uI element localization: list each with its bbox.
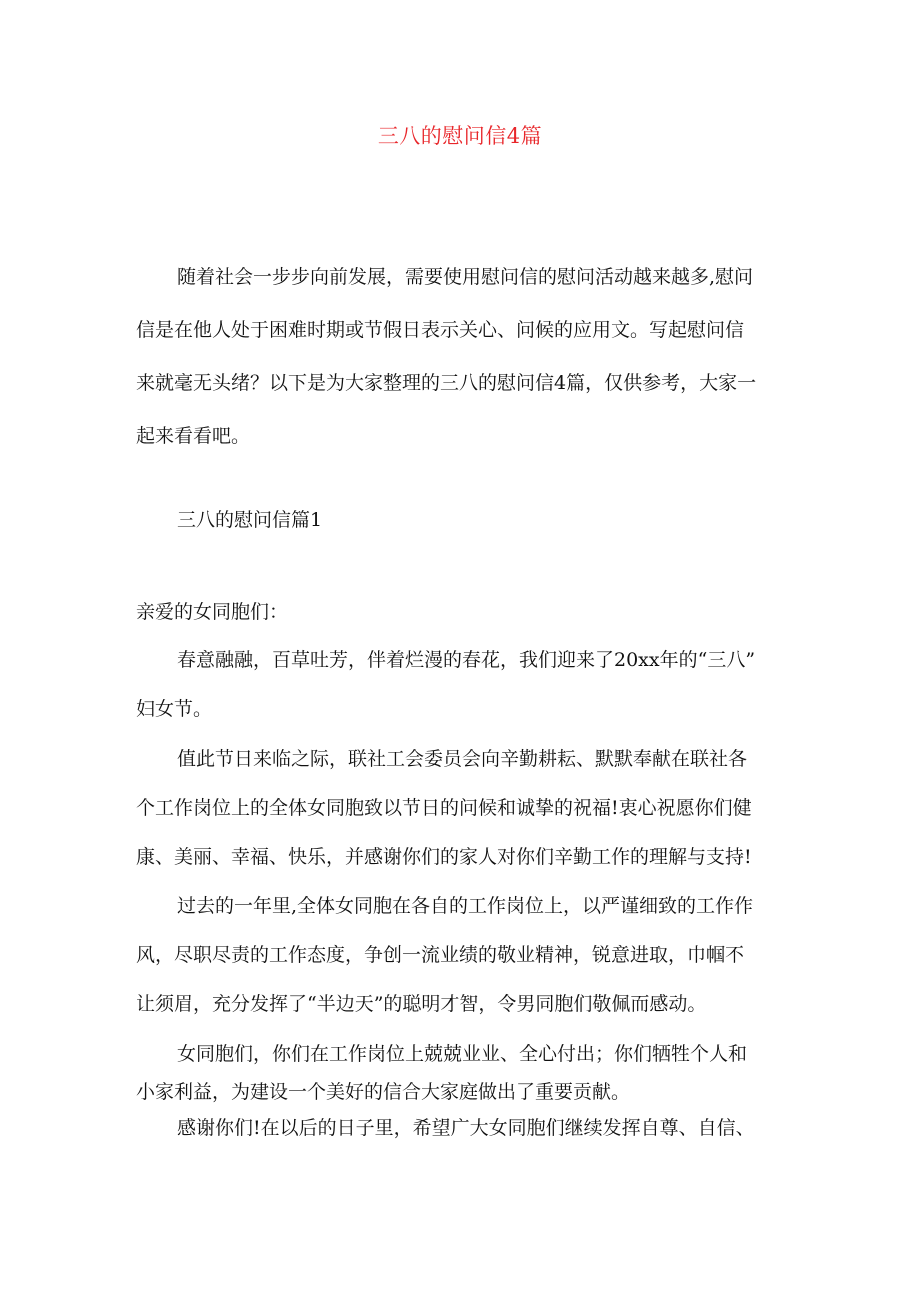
intro-line: 信是在他人处于困难时期或节假日表示关心、问候的应用文。写起慰问信 bbox=[136, 319, 745, 341]
intro-line: 起来看看吧。 bbox=[136, 425, 251, 447]
paragraph-1 bbox=[136, 636, 755, 734]
paragraph-line: 春意融融，百草吐芳，伴着烂漫的春花，我们迎来了20xx年的“三八” bbox=[177, 649, 756, 671]
paragraph-line: 个工作岗位上的全体女同胞致以节日的问候和诚挚的祝福!衷心祝愿你们健 bbox=[136, 797, 752, 819]
paragraph-line: 值此节日来临之际，联社工会委员会向辛勤耕耘、默默奉献在联社各 bbox=[177, 748, 748, 770]
paragraph-line: 康、美丽、幸福、快乐，并感谢你们的家人对你们辛勤工作的理解与支持! bbox=[136, 846, 752, 868]
paragraph-line: 女同胞们，你们在工作岗位上兢兢业业、全心付出；你们牺牲个人和 bbox=[177, 1043, 748, 1065]
paragraph-3 bbox=[136, 882, 753, 1029]
paragraph-line: 风，尽职尽责的工作态度，争创一流业绩的敬业精神，锐意进取，巾帼不 bbox=[136, 944, 745, 966]
document-title: 三八的慰问信4篇 bbox=[377, 124, 543, 148]
paragraph-line: 让须眉，充分发挥了“半边天”的聪明才智，令男同胞们敬佩而感动。 bbox=[136, 993, 707, 1015]
salutation: 亲爱的女同胞们： bbox=[136, 601, 289, 623]
intro-line: 来就毫无头绪？以下是为大家整理的三八的慰问信4篇，仅供参考，大家一 bbox=[136, 372, 757, 394]
paragraph-line: 小家利益，为建设一个美好的信合大家庭做出了重要贡献。 bbox=[136, 1081, 631, 1103]
intro-line: 随着社会一步步向前发展，需要使用慰问信的慰问活动越来越多,慰问 bbox=[177, 266, 754, 288]
intro-paragraph bbox=[136, 253, 756, 461]
paragraph-line: 妇女节。 bbox=[136, 698, 213, 720]
paragraph-line: 感谢你们!在以后的日子里，希望广大女同胞们继续发挥自尊、自信、 bbox=[177, 1117, 755, 1139]
paragraph-4 bbox=[136, 1035, 747, 1111]
paragraph-line: 过去的一年里,全体女同胞在各自的工作岗位上，以严谨细致的工作作 bbox=[177, 895, 754, 917]
paragraph-2 bbox=[136, 735, 752, 882]
section-heading: 三八的慰问信篇1 bbox=[177, 509, 323, 531]
paragraph-5 bbox=[136, 1104, 755, 1153]
